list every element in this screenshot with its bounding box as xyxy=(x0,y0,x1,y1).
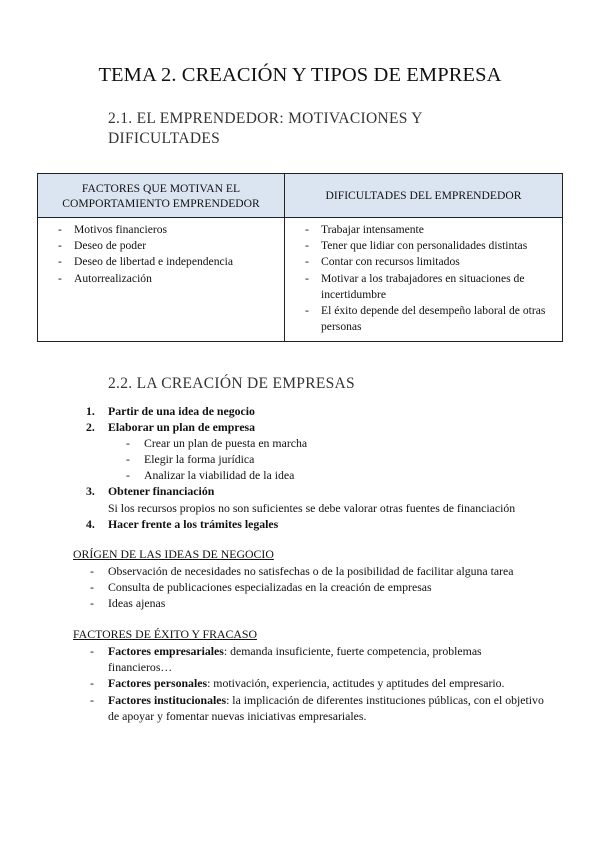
difficulties-list xyxy=(291,222,556,335)
ideas-origin-block xyxy=(78,563,548,612)
list-item: - Analizar la viabilidad de la idea xyxy=(144,467,566,483)
list-item: - Motivar a los trabajadores en situaciones de incertidumbre xyxy=(291,271,556,303)
list-item: - Deseo de libertad e independencia xyxy=(44,254,278,270)
list-item xyxy=(78,692,548,724)
table-header-motivations-line2: COMPORTAMIENTO EMPRENDEDOR xyxy=(62,196,260,210)
list-item: - Motivos financieros xyxy=(44,222,278,238)
list-item: - Crear un plan de puesta en marcha xyxy=(144,435,566,451)
section-heading-2-2: 2.2. LA CREACIÓN DE EMPRESAS xyxy=(108,375,355,392)
table-header-motivations xyxy=(38,174,285,218)
list-item xyxy=(78,643,548,675)
step-note: Si los recursos propios no son suficientes se debe valorar otras fuentes de financiación xyxy=(108,500,516,515)
list-item: - Contar con recursos limitados xyxy=(291,254,556,270)
step-item xyxy=(86,483,566,515)
list-item: - Elegir la forma jurídica xyxy=(144,451,566,467)
page-title: TEMA 2. CREACIÓN Y TIPOS DE EMPRESA xyxy=(98,64,502,86)
list-item: - Observación de necesidades no satisfechas o de la posibilidad de facilitar alguna tarea xyxy=(78,563,548,579)
step-number: 1. xyxy=(86,404,95,418)
section-heading-2-1 xyxy=(108,109,468,149)
step-title: Hacer frente a los trámites legales xyxy=(108,516,279,531)
section-heading-2-1-line1: 2.1. EL EMPRENDEDOR: MOTIVACIONES Y xyxy=(108,110,423,127)
table-cell-difficulties xyxy=(285,218,563,342)
list-item: - Consulta de publicaciones especializadas en la creación de empresas xyxy=(78,579,548,595)
list-item: - Ideas ajenas xyxy=(78,595,548,611)
step-number: 2. xyxy=(86,420,95,435)
ideas-origin-list xyxy=(78,563,548,612)
factor-label: Factores empresariales xyxy=(108,644,224,658)
ideas-origin-heading: ORÍGEN DE LAS IDEAS DE NEGOCIO xyxy=(73,547,274,561)
success-factors-block xyxy=(78,643,548,724)
factor-text: : la implicación de diferentes instituciones públicas, con el objetivo de apoyar y fomentar nuevas iniciativas empresariales. xyxy=(108,692,544,723)
factor-label: Factores institucionales xyxy=(108,692,227,707)
step-title: Obtener financiación xyxy=(108,484,215,499)
creation-steps-list xyxy=(86,403,566,532)
step-item xyxy=(86,403,566,419)
table-header-difficulties: DIFICULTADES DEL EMPRENDEDOR xyxy=(285,174,563,218)
step-item xyxy=(86,516,566,532)
table-header-motivations-line1: FACTORES QUE MOTIVAN EL xyxy=(81,181,241,195)
list-item: - Tener que lidiar con personalidades distintas xyxy=(291,238,556,254)
step-title: Elaborar un plan de empresa xyxy=(108,420,256,435)
step-item xyxy=(86,419,566,483)
success-factors-list xyxy=(78,643,548,724)
factor-text: : motivación, experiencia, actitudes y aptitudes del empresario. xyxy=(207,676,505,691)
factor-label: Factores personales xyxy=(108,676,208,691)
success-factors-heading: FACTORES DE ÉXITO Y FRACASO xyxy=(73,627,257,641)
motivations-list xyxy=(44,222,278,287)
list-item: - Trabajar intensamente xyxy=(291,222,556,238)
step-subitems xyxy=(86,435,566,483)
step-number: 4. xyxy=(86,516,95,531)
table-cell-motivations xyxy=(38,218,285,342)
step-title: Partir de una idea de negocio xyxy=(108,404,255,418)
step-number: 3. xyxy=(86,484,95,499)
list-item: - El éxito depende del desempeño laboral de otras personas xyxy=(291,303,556,335)
motivations-table xyxy=(37,173,563,342)
list-item: - Autorrealización xyxy=(44,271,278,287)
factor-text: : demanda insuficiente, fuerte competencia, problemas financieros… xyxy=(108,644,482,675)
section-heading-2-1-line2: DIFICULTADES xyxy=(108,130,221,147)
list-item: - Deseo de poder xyxy=(44,238,278,254)
list-item xyxy=(78,675,548,691)
